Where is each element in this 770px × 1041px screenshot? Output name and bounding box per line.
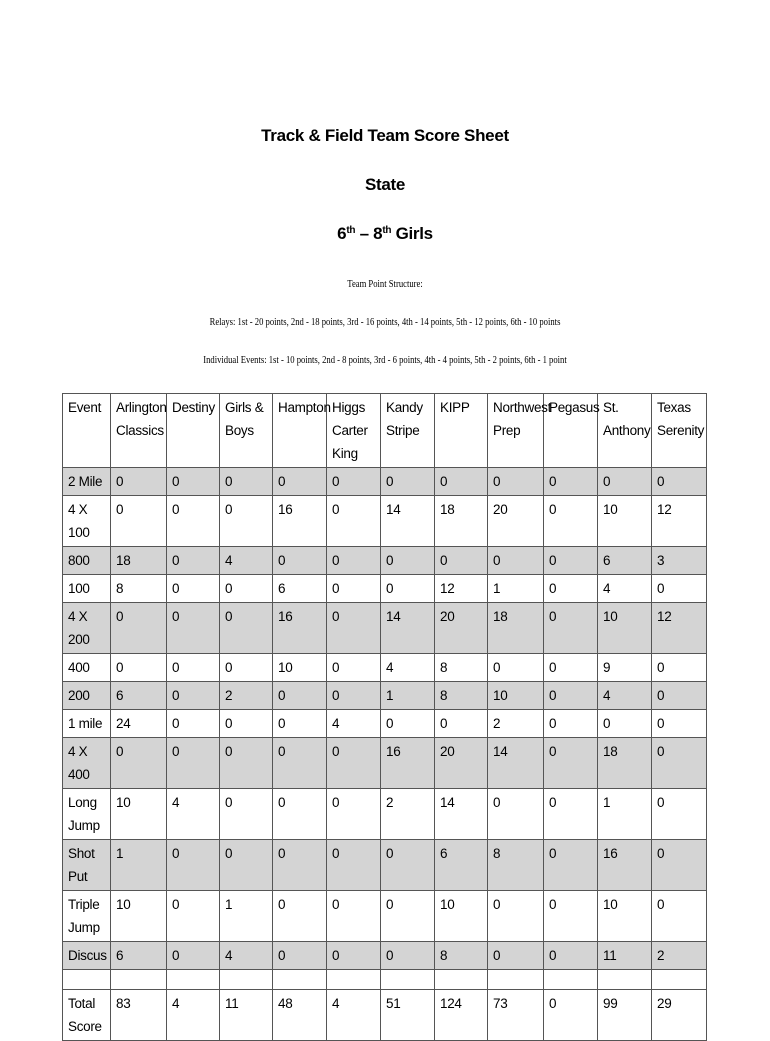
table-row bbox=[63, 575, 707, 603]
score-cell: 0 bbox=[381, 891, 435, 942]
score-cell: 0 bbox=[544, 468, 598, 496]
score-cell: 14 bbox=[381, 603, 435, 654]
score-cell: 12 bbox=[652, 603, 707, 654]
score-cell: 0 bbox=[167, 603, 220, 654]
column-header-team: Destiny bbox=[167, 394, 220, 468]
score-cell: 14 bbox=[435, 789, 488, 840]
score-cell: 0 bbox=[273, 682, 327, 710]
blank-row bbox=[63, 970, 707, 990]
score-cell: 16 bbox=[598, 840, 652, 891]
column-header-team: Hampton bbox=[273, 394, 327, 468]
score-cell: 18 bbox=[111, 547, 167, 575]
score-cell: 0 bbox=[111, 603, 167, 654]
score-cell: 14 bbox=[381, 496, 435, 547]
score-cell: 0 bbox=[598, 468, 652, 496]
score-cell: 24 bbox=[111, 710, 167, 738]
score-cell: 0 bbox=[273, 891, 327, 942]
table-row bbox=[63, 603, 707, 654]
total-score-cell: 11 bbox=[220, 990, 273, 1041]
score-cell: 10 bbox=[488, 682, 544, 710]
total-score-label: Total Score bbox=[63, 990, 111, 1041]
score-cell: 0 bbox=[381, 575, 435, 603]
score-cell: 0 bbox=[327, 575, 381, 603]
score-cell: 2 bbox=[488, 710, 544, 738]
blank-cell bbox=[435, 970, 488, 990]
score-cell: 11 bbox=[598, 942, 652, 970]
division-end-sup: th bbox=[382, 225, 392, 236]
score-cell: 0 bbox=[327, 547, 381, 575]
total-score-row bbox=[63, 990, 707, 1041]
event-name-cell: Discus bbox=[63, 942, 111, 970]
score-cell: 8 bbox=[435, 654, 488, 682]
score-cell: 8 bbox=[435, 682, 488, 710]
blank-cell bbox=[652, 970, 707, 990]
score-cell: 4 bbox=[381, 654, 435, 682]
table-row bbox=[63, 547, 707, 575]
table-header-row bbox=[63, 394, 707, 468]
table-row bbox=[63, 468, 707, 496]
score-cell: 0 bbox=[327, 603, 381, 654]
score-cell: 0 bbox=[435, 547, 488, 575]
score-cell: 0 bbox=[273, 738, 327, 789]
score-cell: 16 bbox=[381, 738, 435, 789]
score-cell: 18 bbox=[488, 603, 544, 654]
score-cell: 0 bbox=[220, 603, 273, 654]
total-score-cell: 83 bbox=[111, 990, 167, 1041]
event-name-cell: 1 mile bbox=[63, 710, 111, 738]
table-row bbox=[63, 738, 707, 789]
score-cell: 0 bbox=[111, 654, 167, 682]
event-name-cell: 4 X 400 bbox=[63, 738, 111, 789]
score-cell: 0 bbox=[167, 547, 220, 575]
score-cell: 0 bbox=[327, 942, 381, 970]
score-cell: 0 bbox=[273, 840, 327, 891]
total-score-cell: 0 bbox=[544, 990, 598, 1041]
score-cell: 0 bbox=[327, 654, 381, 682]
score-cell: 0 bbox=[652, 682, 707, 710]
score-cell: 0 bbox=[488, 468, 544, 496]
table-row bbox=[63, 840, 707, 891]
column-header-team: Higgs Carter King bbox=[327, 394, 381, 468]
score-cell: 2 bbox=[381, 789, 435, 840]
score-cell: 0 bbox=[327, 789, 381, 840]
score-cell: 0 bbox=[488, 942, 544, 970]
score-cell: 8 bbox=[488, 840, 544, 891]
score-cell: 12 bbox=[435, 575, 488, 603]
score-cell: 20 bbox=[435, 603, 488, 654]
score-cell: 0 bbox=[652, 891, 707, 942]
score-cell: 1 bbox=[488, 575, 544, 603]
score-cell: 1 bbox=[111, 840, 167, 891]
score-cell: 0 bbox=[544, 682, 598, 710]
relays-points-note: Relays: 1st - 20 points, 2nd - 18 points, 3rd - 16 points, 4th - 14 points, 5th - 12 points, 6th - 10 points bbox=[209, 317, 561, 328]
score-cell: 10 bbox=[435, 891, 488, 942]
score-cell: 0 bbox=[488, 547, 544, 575]
score-cell: 0 bbox=[544, 840, 598, 891]
column-header-team: Pegasus bbox=[544, 394, 598, 468]
score-cell: 0 bbox=[111, 468, 167, 496]
blank-cell bbox=[544, 970, 598, 990]
score-cell: 8 bbox=[435, 942, 488, 970]
score-cell: 0 bbox=[544, 942, 598, 970]
score-cell: 6 bbox=[598, 547, 652, 575]
event-name-cell: Shot Put bbox=[63, 840, 111, 891]
event-name-cell: Long Jump bbox=[63, 789, 111, 840]
column-header-team: Kandy Stripe bbox=[381, 394, 435, 468]
score-cell: 0 bbox=[652, 468, 707, 496]
column-header-team: Northwest Prep bbox=[488, 394, 544, 468]
score-cell: 0 bbox=[167, 942, 220, 970]
score-cell: 0 bbox=[544, 496, 598, 547]
division-separator: – 8 bbox=[355, 224, 383, 243]
score-cell: 0 bbox=[167, 682, 220, 710]
division-suffix: Girls bbox=[391, 224, 433, 243]
score-cell: 0 bbox=[220, 710, 273, 738]
column-header-event: Event bbox=[63, 394, 111, 468]
column-header-team: KIPP bbox=[435, 394, 488, 468]
score-cell: 0 bbox=[435, 468, 488, 496]
table-row bbox=[63, 682, 707, 710]
table-row bbox=[63, 710, 707, 738]
score-cell: 12 bbox=[652, 496, 707, 547]
column-header-team: Texas Serenity bbox=[652, 394, 707, 468]
score-cell: 0 bbox=[381, 840, 435, 891]
event-name-cell: 400 bbox=[63, 654, 111, 682]
score-cell: 0 bbox=[273, 547, 327, 575]
total-score-cell: 4 bbox=[327, 990, 381, 1041]
division-label bbox=[0, 224, 770, 244]
score-cell: 4 bbox=[220, 942, 273, 970]
blank-cell bbox=[63, 970, 111, 990]
score-cell: 10 bbox=[598, 496, 652, 547]
score-cell: 1 bbox=[381, 682, 435, 710]
score-cell: 0 bbox=[327, 738, 381, 789]
table-row bbox=[63, 654, 707, 682]
score-cell: 0 bbox=[327, 682, 381, 710]
point-structure-label: Team Point Structure: bbox=[347, 279, 423, 290]
total-score-cell: 4 bbox=[167, 990, 220, 1041]
score-cell: 4 bbox=[598, 575, 652, 603]
score-cell: 20 bbox=[435, 738, 488, 789]
score-cell: 2 bbox=[652, 942, 707, 970]
blank-cell bbox=[111, 970, 167, 990]
event-name-cell: 2 Mile bbox=[63, 468, 111, 496]
score-cell: 0 bbox=[273, 942, 327, 970]
score-cell: 0 bbox=[381, 547, 435, 575]
table-row bbox=[63, 496, 707, 547]
event-name-cell: Triple Jump bbox=[63, 891, 111, 942]
score-cell: 0 bbox=[652, 738, 707, 789]
score-cell: 0 bbox=[544, 710, 598, 738]
score-cell: 0 bbox=[167, 496, 220, 547]
blank-cell bbox=[381, 970, 435, 990]
score-cell: 6 bbox=[273, 575, 327, 603]
score-cell: 9 bbox=[598, 654, 652, 682]
score-cell: 16 bbox=[273, 603, 327, 654]
score-cell: 0 bbox=[273, 710, 327, 738]
score-cell: 0 bbox=[381, 710, 435, 738]
score-cell: 0 bbox=[273, 789, 327, 840]
score-cell: 0 bbox=[327, 840, 381, 891]
score-cell: 0 bbox=[488, 789, 544, 840]
score-cell: 0 bbox=[220, 654, 273, 682]
score-cell: 0 bbox=[167, 575, 220, 603]
score-cell: 0 bbox=[544, 654, 598, 682]
blank-cell bbox=[167, 970, 220, 990]
score-cell: 0 bbox=[488, 654, 544, 682]
score-cell: 0 bbox=[381, 468, 435, 496]
score-cell: 10 bbox=[598, 603, 652, 654]
blank-cell bbox=[327, 970, 381, 990]
score-cell: 0 bbox=[327, 468, 381, 496]
score-cell: 6 bbox=[111, 682, 167, 710]
score-cell: 0 bbox=[167, 468, 220, 496]
column-header-team: St. Anthony bbox=[598, 394, 652, 468]
score-cell: 6 bbox=[111, 942, 167, 970]
score-cell: 0 bbox=[220, 738, 273, 789]
blank-cell bbox=[598, 970, 652, 990]
score-cell: 3 bbox=[652, 547, 707, 575]
score-cell: 4 bbox=[220, 547, 273, 575]
total-score-cell: 48 bbox=[273, 990, 327, 1041]
total-score-cell: 51 bbox=[381, 990, 435, 1041]
score-cell: 0 bbox=[544, 603, 598, 654]
total-score-cell: 124 bbox=[435, 990, 488, 1041]
score-cell: 18 bbox=[598, 738, 652, 789]
score-cell: 10 bbox=[111, 789, 167, 840]
score-cell: 0 bbox=[220, 575, 273, 603]
score-cell: 0 bbox=[544, 789, 598, 840]
score-cell: 0 bbox=[544, 547, 598, 575]
score-cell: 18 bbox=[435, 496, 488, 547]
score-cell: 4 bbox=[598, 682, 652, 710]
score-cell: 0 bbox=[652, 789, 707, 840]
score-cell: 0 bbox=[652, 710, 707, 738]
total-score-cell: 73 bbox=[488, 990, 544, 1041]
column-header-team: Arlington Classics bbox=[111, 394, 167, 468]
score-cell: 0 bbox=[167, 710, 220, 738]
blank-cell bbox=[220, 970, 273, 990]
score-cell: 0 bbox=[327, 496, 381, 547]
score-cell: 0 bbox=[652, 654, 707, 682]
score-cell: 4 bbox=[167, 789, 220, 840]
blank-cell bbox=[273, 970, 327, 990]
score-cell: 0 bbox=[652, 840, 707, 891]
score-cell: 0 bbox=[544, 738, 598, 789]
score-cell: 20 bbox=[488, 496, 544, 547]
score-cell: 0 bbox=[167, 891, 220, 942]
score-cell: 0 bbox=[488, 891, 544, 942]
total-score-cell: 29 bbox=[652, 990, 707, 1041]
state-label: State bbox=[364, 175, 406, 194]
score-cell: 0 bbox=[381, 942, 435, 970]
event-name-cell: 4 X 100 bbox=[63, 496, 111, 547]
division-start-sup: th bbox=[346, 225, 356, 236]
score-cell: 0 bbox=[220, 496, 273, 547]
score-cell: 2 bbox=[220, 682, 273, 710]
event-name-cell: 800 bbox=[63, 547, 111, 575]
score-cell: 0 bbox=[598, 710, 652, 738]
score-cell: 0 bbox=[273, 468, 327, 496]
score-cell: 0 bbox=[220, 840, 273, 891]
blank-cell bbox=[488, 970, 544, 990]
score-cell: 0 bbox=[111, 496, 167, 547]
score-cell: 0 bbox=[220, 468, 273, 496]
table-row bbox=[63, 891, 707, 942]
page-title: Track & Field Team Score Sheet bbox=[261, 126, 509, 145]
score-cell: 0 bbox=[167, 654, 220, 682]
score-cell: 10 bbox=[598, 891, 652, 942]
score-cell: 0 bbox=[167, 840, 220, 891]
score-cell: 0 bbox=[435, 710, 488, 738]
score-cell: 4 bbox=[327, 710, 381, 738]
column-header-team: Girls & Boys bbox=[220, 394, 273, 468]
total-score-cell: 99 bbox=[598, 990, 652, 1041]
score-cell: 0 bbox=[544, 891, 598, 942]
score-cell: 10 bbox=[273, 654, 327, 682]
score-cell: 0 bbox=[111, 738, 167, 789]
score-cell: 1 bbox=[220, 891, 273, 942]
score-cell: 0 bbox=[167, 738, 220, 789]
score-cell: 1 bbox=[598, 789, 652, 840]
score-cell: 14 bbox=[488, 738, 544, 789]
score-cell: 10 bbox=[111, 891, 167, 942]
score-cell: 6 bbox=[435, 840, 488, 891]
score-cell: 0 bbox=[652, 575, 707, 603]
table-row bbox=[63, 789, 707, 840]
division-start: 6 bbox=[337, 224, 347, 243]
score-cell: 16 bbox=[273, 496, 327, 547]
table-row bbox=[63, 942, 707, 970]
score-cell: 0 bbox=[544, 575, 598, 603]
score-cell: 0 bbox=[327, 891, 381, 942]
event-name-cell: 200 bbox=[63, 682, 111, 710]
score-table bbox=[62, 393, 707, 1041]
individual-points-note: Individual Events: 1st - 10 points, 2nd - 8 points, 3rd - 6 points, 4th - 4 points, 5th - 2 points, 6th - 1 point bbox=[203, 355, 567, 366]
score-cell: 0 bbox=[220, 789, 273, 840]
event-name-cell: 100 bbox=[63, 575, 111, 603]
event-name-cell: 4 X 200 bbox=[63, 603, 111, 654]
score-cell: 8 bbox=[111, 575, 167, 603]
